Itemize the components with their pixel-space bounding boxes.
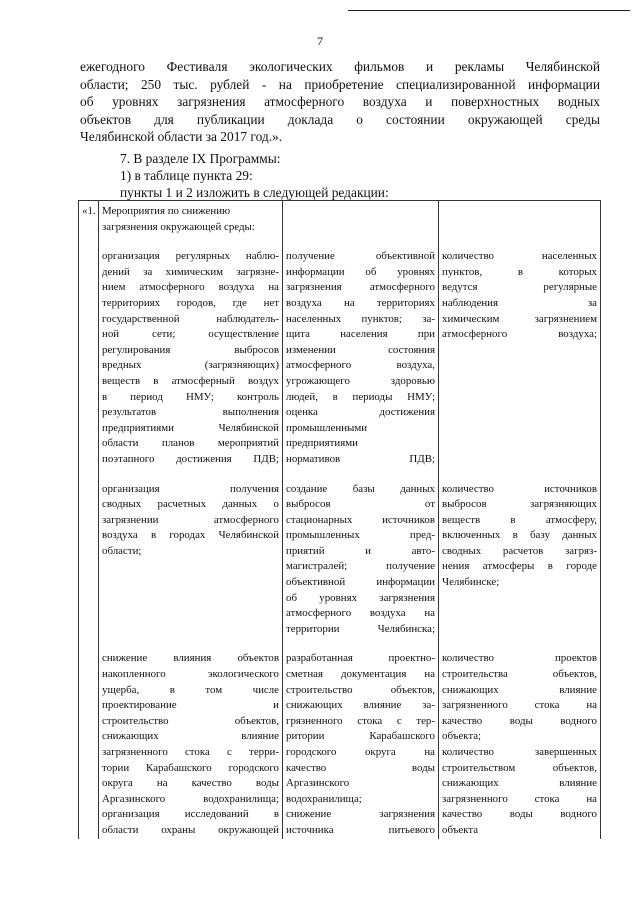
cell-line: людей, в периоды НМУ; bbox=[286, 390, 435, 403]
intro-line: ежегодного Фестиваля экологических фильмов и рекламы Челябинской bbox=[80, 59, 600, 74]
cell-line: в период НМУ; контроль bbox=[102, 390, 279, 403]
cell-line: организация получения bbox=[102, 482, 279, 495]
cell-line: промышленных пред- bbox=[286, 529, 435, 542]
cell-line: государственной наблюдатель- bbox=[102, 312, 279, 325]
cell-line: Аргазинского водохранилища; bbox=[102, 792, 279, 805]
page-number: 7 bbox=[317, 34, 323, 48]
cell-line: количество завершенных bbox=[442, 746, 597, 758]
cell-line: строительство объектов, bbox=[102, 714, 279, 727]
cell-line: щита населения при bbox=[286, 328, 435, 341]
cell-line: веществ в атмосферный воздух bbox=[102, 374, 279, 387]
measure-cell bbox=[99, 468, 283, 638]
cell-line: пунктов, в которых bbox=[442, 265, 597, 278]
cell-line: грязненного стока с тер- bbox=[286, 714, 435, 727]
cell-line: об уровнях загрязнения bbox=[286, 591, 435, 604]
cell-line: наблюдения за bbox=[442, 296, 597, 309]
result-cell bbox=[283, 637, 439, 838]
cell-line: загрязнении атмосферного bbox=[102, 513, 279, 526]
cell-line: предприятиями Челябинской bbox=[102, 421, 279, 434]
cell-line: Челябинске; bbox=[442, 576, 500, 589]
measure-cell bbox=[99, 637, 283, 838]
cell-line: тории Карабашского городского bbox=[102, 761, 279, 774]
row-number: «1. bbox=[79, 201, 99, 236]
empty-cell bbox=[79, 468, 99, 638]
empty-cell bbox=[79, 637, 99, 838]
cell-line: нормативов ПДВ; bbox=[286, 452, 435, 465]
header-rule bbox=[348, 10, 630, 11]
cell-line: ущерба, в том числе bbox=[102, 683, 279, 696]
subsection-line: 1) в таблице пункта 29: bbox=[120, 168, 253, 183]
cell-line: результатов выполнения bbox=[102, 406, 279, 419]
cell-line: нием атмосферного воздуха на bbox=[102, 281, 279, 294]
cell-line: приятий и авто- bbox=[286, 544, 435, 557]
intro-line: Челябинской области за 2017 год.». bbox=[80, 129, 283, 144]
indicator-cell bbox=[439, 468, 601, 638]
section-line: 7. В разделе IX Программы: bbox=[120, 151, 281, 166]
cell-line: Аргазинского bbox=[286, 777, 350, 790]
cell-line: объекта; bbox=[442, 730, 482, 743]
cell-line: атмосферного воздуха, bbox=[286, 359, 435, 372]
cell-line: атмосферного воздуха на bbox=[286, 607, 435, 620]
cell-line: населенных пунктов; за- bbox=[286, 312, 435, 325]
cell-line: стационарных источников bbox=[286, 513, 435, 526]
cell-line: регулирования выбросов bbox=[102, 343, 279, 356]
empty-cell bbox=[439, 201, 601, 236]
cell-line: оценка достижения bbox=[286, 406, 435, 419]
cell-line: сводных расчетов загряз- bbox=[442, 544, 597, 557]
cell-line: вредных (загрязняющих) bbox=[102, 359, 279, 372]
cell-line: источника питьевого bbox=[286, 823, 435, 836]
cell-line: воздуха в городах Челябинской bbox=[102, 529, 279, 542]
cell-line: городского округа на bbox=[286, 746, 435, 758]
cell-line: изменении состояния bbox=[286, 343, 435, 356]
program-table bbox=[78, 200, 601, 839]
instruction-line: пункты 1 и 2 изложить в следующей редакции: bbox=[120, 185, 389, 200]
indicator-cell bbox=[439, 637, 601, 838]
table-row bbox=[79, 637, 601, 838]
cell-line: сводных расчетных данных о bbox=[102, 498, 279, 511]
cell-line: накопленного экологического bbox=[102, 668, 279, 681]
cell-line: строительство объектов, bbox=[286, 683, 435, 696]
table-header-row bbox=[79, 201, 601, 236]
intro-paragraph bbox=[80, 58, 600, 146]
cell-line: загрязненного стока на bbox=[442, 792, 597, 805]
cell-line: качество воды водного bbox=[442, 808, 597, 821]
result-cell bbox=[283, 235, 439, 467]
cell-line: строительством объектов, bbox=[442, 761, 597, 774]
cell-line: качество воды водного bbox=[442, 714, 597, 727]
cell-line: угрожающего здоровью bbox=[286, 374, 435, 387]
cell-line: веществ в атмосферу, bbox=[442, 513, 597, 526]
empty-cell bbox=[79, 235, 99, 467]
cell-line: ведутся регулярные bbox=[442, 281, 597, 294]
cell-line: округа на качество воды bbox=[102, 777, 279, 790]
cell-line: ной сети; осуществление bbox=[102, 328, 279, 341]
intro-line: объектов для публикации доклада о состоянии окружающей среды bbox=[80, 111, 600, 127]
cell-line: организация регулярных наблю- bbox=[102, 250, 279, 263]
cell-line: разработанная проектно- bbox=[286, 652, 435, 665]
cell-line: организация исследований в bbox=[102, 808, 279, 821]
cell-line: дений за химическим загрязне- bbox=[102, 265, 279, 278]
cell-line: водохранилища; bbox=[286, 792, 362, 805]
cell-line: предприятиями bbox=[286, 437, 358, 450]
cell-line: загрязнения атмосферного bbox=[286, 281, 435, 294]
cell-line: снижающих влияние bbox=[442, 777, 597, 790]
cell-line: воздуха на территориях bbox=[286, 296, 435, 309]
cell-line: промышленными bbox=[286, 421, 368, 434]
cell-line: области охраны окружающей bbox=[102, 823, 279, 836]
measures-header: Мероприятия по снижению загрязнения окружающей среды: bbox=[99, 201, 283, 236]
cell-line: выбросов от bbox=[286, 498, 435, 511]
cell-line: территориях городов, где нет bbox=[102, 296, 279, 309]
cell-line: снижающих влияние bbox=[442, 683, 597, 696]
cell-line: сметная документация на bbox=[286, 668, 435, 681]
cell-line: проектирование и bbox=[102, 699, 279, 712]
cell-line: строительства объектов, bbox=[442, 668, 597, 681]
cell-line: области планов мероприятий bbox=[102, 437, 279, 450]
table-row bbox=[79, 468, 601, 638]
cell-line: области; bbox=[102, 544, 142, 557]
cell-line: включенных в базу данных bbox=[442, 529, 597, 542]
cell-line: загрязненного стока с терри- bbox=[102, 746, 279, 758]
cell-line: качество воды bbox=[286, 761, 435, 774]
cell-line: территории Челябинска; bbox=[286, 622, 435, 635]
cell-line: загрязненного стока на bbox=[442, 699, 597, 712]
cell-line: магистралей; получение bbox=[286, 560, 435, 573]
cell-line: информации об уровнях bbox=[286, 265, 435, 278]
cell-line: химическим загрязнением bbox=[442, 312, 597, 325]
cell-line: выбросов загрязняющих bbox=[442, 498, 597, 511]
measure-cell bbox=[99, 235, 283, 467]
cell-line: нения атмосферы в городе bbox=[442, 560, 597, 573]
indicator-cell bbox=[439, 235, 601, 467]
cell-line: ритории Карабашского bbox=[286, 730, 435, 743]
cell-line: количество проектов bbox=[442, 652, 597, 665]
cell-line: снижение влияния объектов bbox=[102, 652, 279, 665]
cell-line: получение объективной bbox=[286, 250, 435, 263]
cell-line: создание базы данных bbox=[286, 482, 435, 495]
cell-line: поэтапного достижения ПДВ; bbox=[102, 452, 279, 465]
cell-line: объекта bbox=[442, 823, 479, 836]
cell-line: количество населенных bbox=[442, 250, 597, 263]
cell-line: количество источников bbox=[442, 482, 597, 495]
table-row bbox=[79, 235, 601, 467]
cell-line: снижающих влияние за- bbox=[286, 699, 435, 712]
intro-line: об уровнях загрязнения атмосферного воздуха и поверхностных водных bbox=[80, 94, 600, 109]
cell-line: атмосферного воздуха; bbox=[442, 328, 597, 341]
cell-line: объективной информации bbox=[286, 576, 435, 589]
cell-line: снижающих влияние bbox=[102, 730, 279, 743]
cell-line: снижение загрязнения bbox=[286, 808, 435, 821]
empty-cell bbox=[283, 201, 439, 236]
intro-line: области; 250 тыс. рублей - на приобретение специализированной информации bbox=[80, 76, 600, 92]
result-cell bbox=[283, 468, 439, 638]
